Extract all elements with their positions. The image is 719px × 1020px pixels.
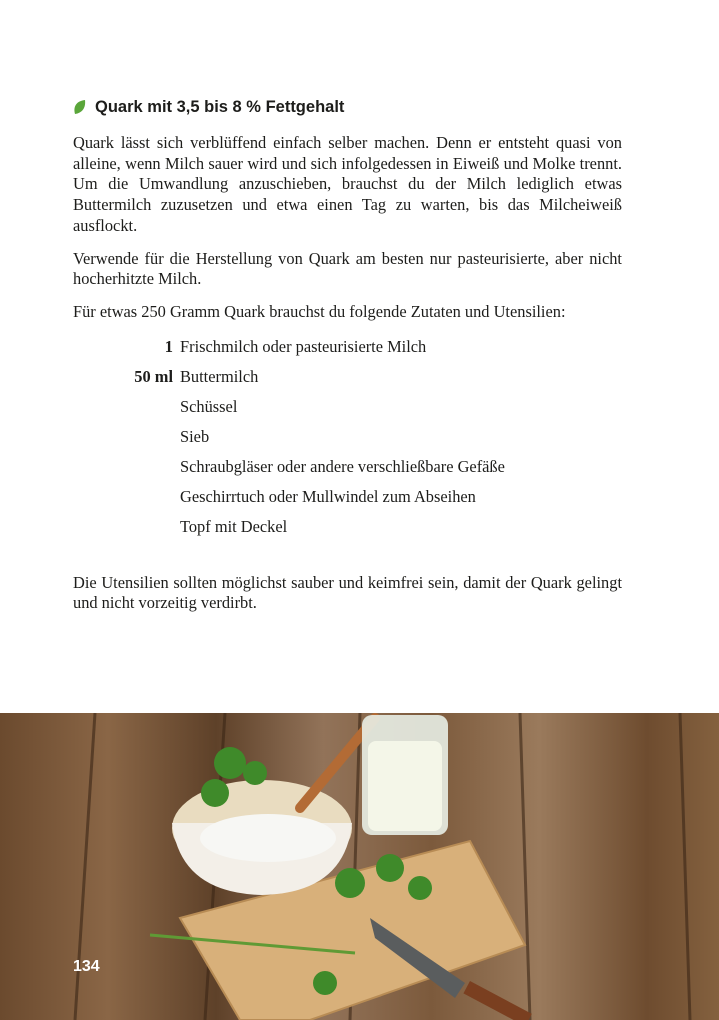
item-name: Topf mit Deckel <box>180 516 288 536</box>
list-item <box>73 457 622 487</box>
item-name: Frischmilch oder pasteurisierte Milch <box>180 336 427 356</box>
ingredients-intro: Für etwas 250 Gramm Quark brauchst du folgende Zutaten und Utensilien: <box>73 301 566 321</box>
intro-paragraph: Quark lässt sich verblüffend einfach selber machen. Denn er entsteht quasi von alleine, wenn Milch sauer wird und sich infolgedessen in Eiweiß und Molke trennt. Um die Umwandlung anzuschieben, brauchst du der Milch lediglich etwas Buttermilch zuzusetzen und etwa einen Tag zu warten, bis das Milcheiweiß ausflockt. <box>73 133 622 235</box>
item-name: Buttermilch <box>180 366 259 386</box>
quantity: 1 <box>164 336 173 356</box>
item-name: Schraubgläser oder andere verschließbare Gefäße <box>180 456 505 476</box>
list-item <box>73 397 622 427</box>
page-number: 134 <box>73 958 100 975</box>
item-name: Geschirrtuch oder Mullwindel zum Abseihen <box>180 486 476 506</box>
quark-photo <box>0 713 719 1020</box>
list-item <box>73 367 622 397</box>
list-item <box>73 337 622 367</box>
quantity: 50 ml <box>134 366 173 386</box>
list-item <box>73 517 622 547</box>
list-item <box>73 487 622 517</box>
closing-paragraph: Die Utensilien sollten möglichst sauber und keimfrei sein, damit der Quark gelingt und nicht vorzeitig verdirbt. <box>73 572 622 613</box>
heading-text: Quark mit 3,5 bis 8 % Fettgehalt <box>95 98 345 116</box>
item-name: Sieb <box>180 426 210 446</box>
ingredient-list <box>73 337 622 547</box>
item-name: Schüssel <box>180 396 238 416</box>
page-content <box>73 96 622 626</box>
list-item <box>73 427 622 457</box>
leaf-icon <box>73 99 87 115</box>
milk-paragraph: Verwende für die Herstellung von Quark am besten nur pasteurisierte, aber nicht hocherhitzte Milch. <box>73 248 622 289</box>
section-heading <box>73 96 622 118</box>
